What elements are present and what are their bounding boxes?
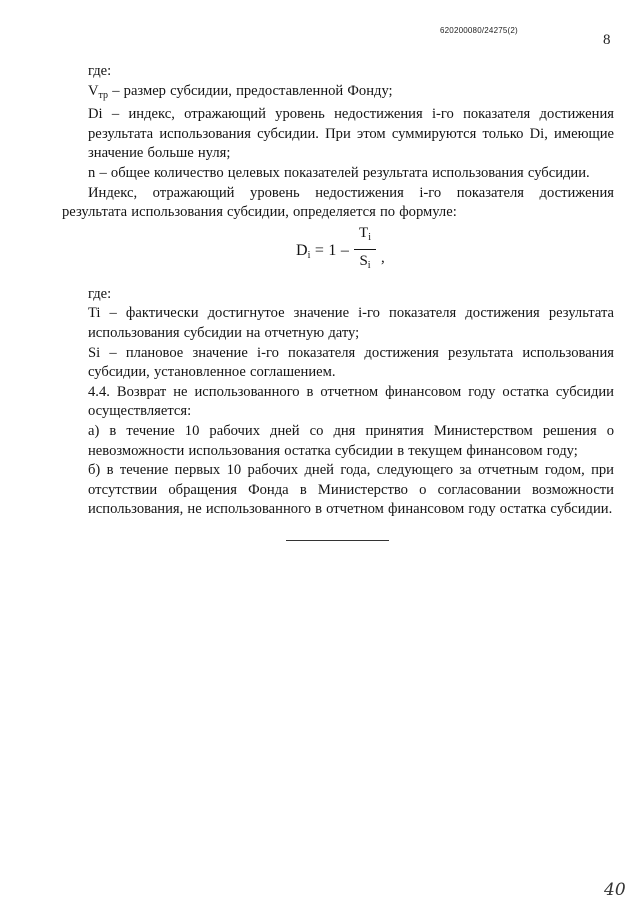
paragraph-b: б) в течение первых 10 рабочих дней года, следующего за отчетным годом, при отсутствии обращения Фонда в Министерство о согласовании возможности использования, не использованного в отчетном финансовом году остатка субсидии. — [88, 462, 614, 518]
formula-lhs-symbol: D — [296, 241, 308, 259]
vtr-subscript: тр — [98, 89, 109, 101]
vtr-symbol: V — [88, 82, 99, 99]
formula-numerator — [354, 223, 376, 248]
paragraph-4-4: 4.4. Возврат не использованного в отчетном финансовом году остатка субсидии осуществляется: — [88, 383, 614, 420]
index-intro: Индекс, отражающий уровень недостижения i-го показателя достижения результата использования субсидии, определяется по формуле: — [62, 184, 614, 221]
ti-definition: Ti – фактически достигнутое значение i-го показателя достижения результата использования субсидии на отчетную дату; — [88, 305, 614, 341]
fraction-bar — [354, 249, 376, 250]
vtr-text: – размер субсидии, предоставленной Фонду; — [108, 82, 393, 99]
formula-num-subscript: i — [368, 231, 371, 243]
page-number: 8 — [603, 32, 611, 48]
formula-fraction — [354, 223, 376, 276]
formula-den-subscript: i — [367, 259, 371, 271]
end-divider — [286, 540, 389, 541]
document-body — [62, 62, 614, 520]
handwritten-page-number: 40 — [604, 880, 626, 900]
formula-denominator — [354, 251, 376, 276]
n-definition: n – общее количество целевых показателей результата использования субсидии. — [88, 164, 590, 181]
si-definition: Si – плановое значение i-го показателя достижения результата использования субсидии, установленное соглашением. — [88, 344, 614, 381]
document-code: 620200080/24275(2) — [440, 26, 518, 35]
vtr-definition — [88, 82, 614, 106]
di-definition: Di – индекс, отражающий уровень недостижения i-го показателя достижения результата использования субсидии. При этом суммируются только Di, имеющие значение больше нуля; — [88, 106, 614, 162]
formula-num-symbol: T — [359, 224, 369, 241]
formula-lhs-subscript: i — [307, 249, 311, 261]
paragraph-a: а) в течение 10 рабочих дней со дня принятия Министерством решения о невозможности использования остатка субсидии в текущем финансовом году; — [88, 422, 614, 459]
formula-den-symbol: S — [359, 252, 368, 269]
where-label: где: — [88, 63, 112, 79]
formula-equals: = 1 – — [310, 241, 349, 259]
where-label-2: где: — [88, 285, 112, 302]
formula — [88, 223, 614, 285]
formula-lhs — [296, 241, 349, 266]
formula-comma: , — [381, 249, 385, 266]
